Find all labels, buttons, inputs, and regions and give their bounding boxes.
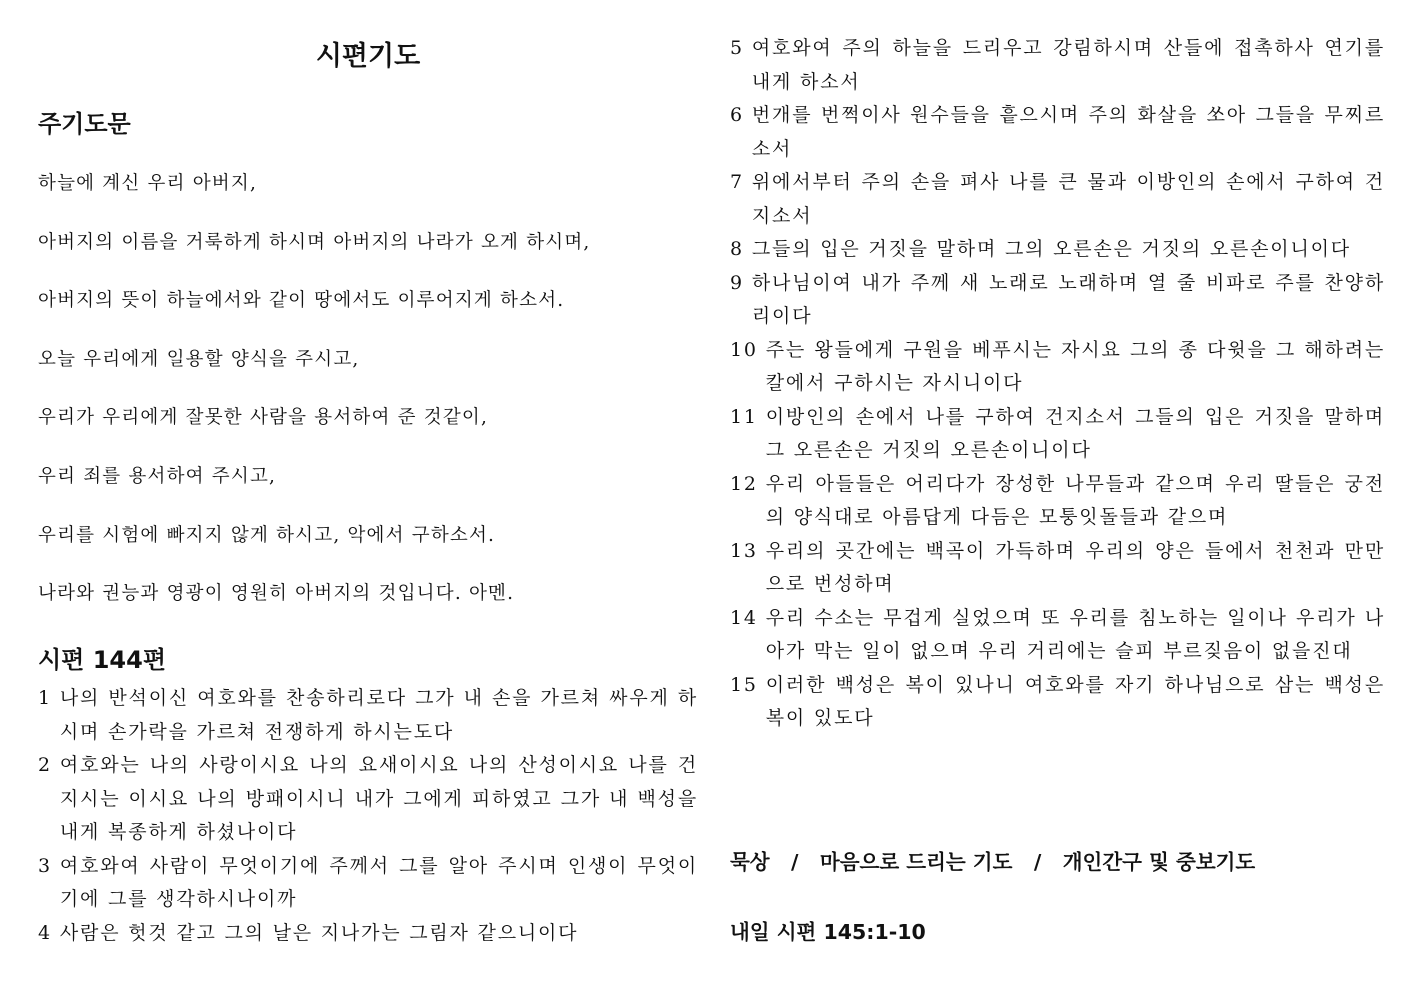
verse-text: 여호와는 나의 사랑이시요 나의 요새이시요 나의 산성이시요 나를 건지시는 이시요 나의 방패이시니 내가 그에게 피하였고 그가 내 백성을 내게 복종하게 하셨나이다	[59, 754, 698, 843]
verse-text: 이방인의 손에서 나를 구하여 건지소서 그들의 입은 거짓을 말하며 그 오른손은 거짓의 오른손이니이다	[765, 405, 1385, 461]
verse-text: 우리 아들들은 어리다가 장성한 나무들과 같으며 우리 딸들은 궁전의 양식대로 아름답게 다듬은 모퉁잇돌들과 같으며	[765, 472, 1385, 528]
verse-text: 번개를 번쩍이사 원수들을 흩으시며 주의 화살을 쏘아 그들을 무찌르소서	[751, 104, 1385, 160]
lords-prayer-line: 오늘 우리에게 일용할 양식을 주시고,	[38, 348, 360, 370]
verse-item	[38, 682, 698, 749]
verse-number: 5	[730, 37, 744, 59]
verse-item	[730, 535, 1385, 602]
verse-item	[730, 267, 1385, 334]
lords-prayer-lines	[38, 170, 591, 639]
verse-number: 3	[38, 854, 52, 877]
lords-prayer-line: 우리 죄를 용서하여 주시고,	[38, 465, 277, 487]
verse-item	[730, 468, 1385, 535]
verse-number: 10	[730, 338, 758, 361]
verse-number: 12	[730, 472, 758, 495]
verse-number: 6	[730, 104, 744, 126]
lords-prayer-line: 아버지의 이름을 거룩하게 하시며 아버지의 나라가 오게 하시며,	[38, 231, 591, 253]
verse-item	[38, 749, 698, 850]
verse-number: 11	[730, 405, 758, 428]
verse-text: 그들의 입은 거짓을 말하며 그의 오른손은 거짓의 오른손이니이다	[751, 238, 1351, 260]
lords-prayer-heading: 주기도문	[38, 110, 131, 138]
verse-item	[730, 166, 1385, 233]
verse-item	[730, 669, 1385, 736]
verse-text: 나의 반석이신 여호와를 찬송하리로다 그가 내 손을 가르쳐 싸우게 하시며 손가락을 가르쳐 전쟁하게 하시는도다	[59, 687, 698, 743]
verse-text: 여호와여 사람이 무엇이기에 주께서 그를 알아 주시며 인생이 무엇이기에 그를 생각하시나이까	[59, 854, 698, 910]
verse-item	[730, 32, 1385, 99]
psalm-heading: 시편 144편	[38, 646, 167, 674]
lords-prayer-line: 하늘에 계신 우리 아버지,	[38, 173, 258, 194]
lords-prayer-line: 나라와 권능과 영광이 영원히 아버지의 것입니다. 아멘.	[38, 583, 515, 605]
verse-number: 14	[730, 606, 758, 629]
lords-prayer-line: 우리를 시험에 빠지지 않게 하시고, 악에서 구하소서.	[38, 524, 496, 546]
verse-item	[730, 99, 1385, 166]
meditation-line: 묵상 / 마음으로 드리는 기도 / 개인간구 및 중보기도	[730, 850, 1256, 874]
lords-prayer-line: 아버지의 뜻이 하늘에서와 같이 땅에서도 이루어지게 하소서.	[38, 290, 565, 312]
lords-prayer-line: 우리가 우리에게 잘못한 사람을 용서하여 준 것같이,	[38, 407, 489, 429]
verse-item	[730, 233, 1385, 267]
page-title: 시편기도	[315, 41, 421, 72]
verse-text: 이러한 백성은 복이 있나니 여호와를 자기 하나님으로 삼는 백성은 복이 있도다	[765, 673, 1385, 729]
verse-text: 우리의 곳간에는 백곡이 가득하며 우리의 양은 들에서 천천과 만만으로 번성하며	[765, 539, 1385, 595]
verse-item	[730, 334, 1385, 401]
verse-number: 1	[38, 687, 52, 709]
verse-text: 사람은 헛것 같고 그의 날은 지나가는 그림자 같으니이다	[59, 921, 579, 944]
tomorrow-reading: 내일 시편 145:1-10	[730, 920, 926, 944]
verse-number: 4	[38, 921, 52, 944]
verse-text: 우리 수소는 무겁게 실었으며 또 우리를 침노하는 일이나 우리가 나아가 막는 일이 없으며 우리 거리에는 슬피 부르짖음이 없을진대	[765, 606, 1385, 662]
verse-text: 위에서부터 주의 손을 펴사 나를 큰 물과 이방인의 손에서 구하여 건지소서	[751, 171, 1385, 227]
verse-item	[38, 850, 698, 917]
verse-number: 8	[730, 238, 744, 260]
verse-text: 여호와여 주의 하늘을 드리우고 강림하시며 산들에 접촉하사 연기를 내게 하소서	[751, 37, 1385, 93]
psalm-verses-right	[730, 32, 1385, 736]
verse-text: 하나님이여 내가 주께 새 노래로 노래하며 열 줄 비파로 주를 찬양하리이다	[751, 271, 1385, 327]
verse-number: 15	[730, 673, 758, 696]
verse-number: 9	[730, 271, 744, 294]
verse-number: 13	[730, 539, 758, 562]
verse-number: 7	[730, 171, 744, 193]
verse-item	[730, 401, 1385, 468]
verse-item	[730, 602, 1385, 669]
verse-text: 주는 왕들에게 구원을 베푸시는 자시요 그의 종 다윗을 그 해하려는 칼에서 구하시는 자시니이다	[765, 338, 1385, 394]
psalm-verses-left	[38, 682, 698, 950]
verse-item	[38, 917, 698, 951]
verse-number: 2	[38, 754, 52, 776]
